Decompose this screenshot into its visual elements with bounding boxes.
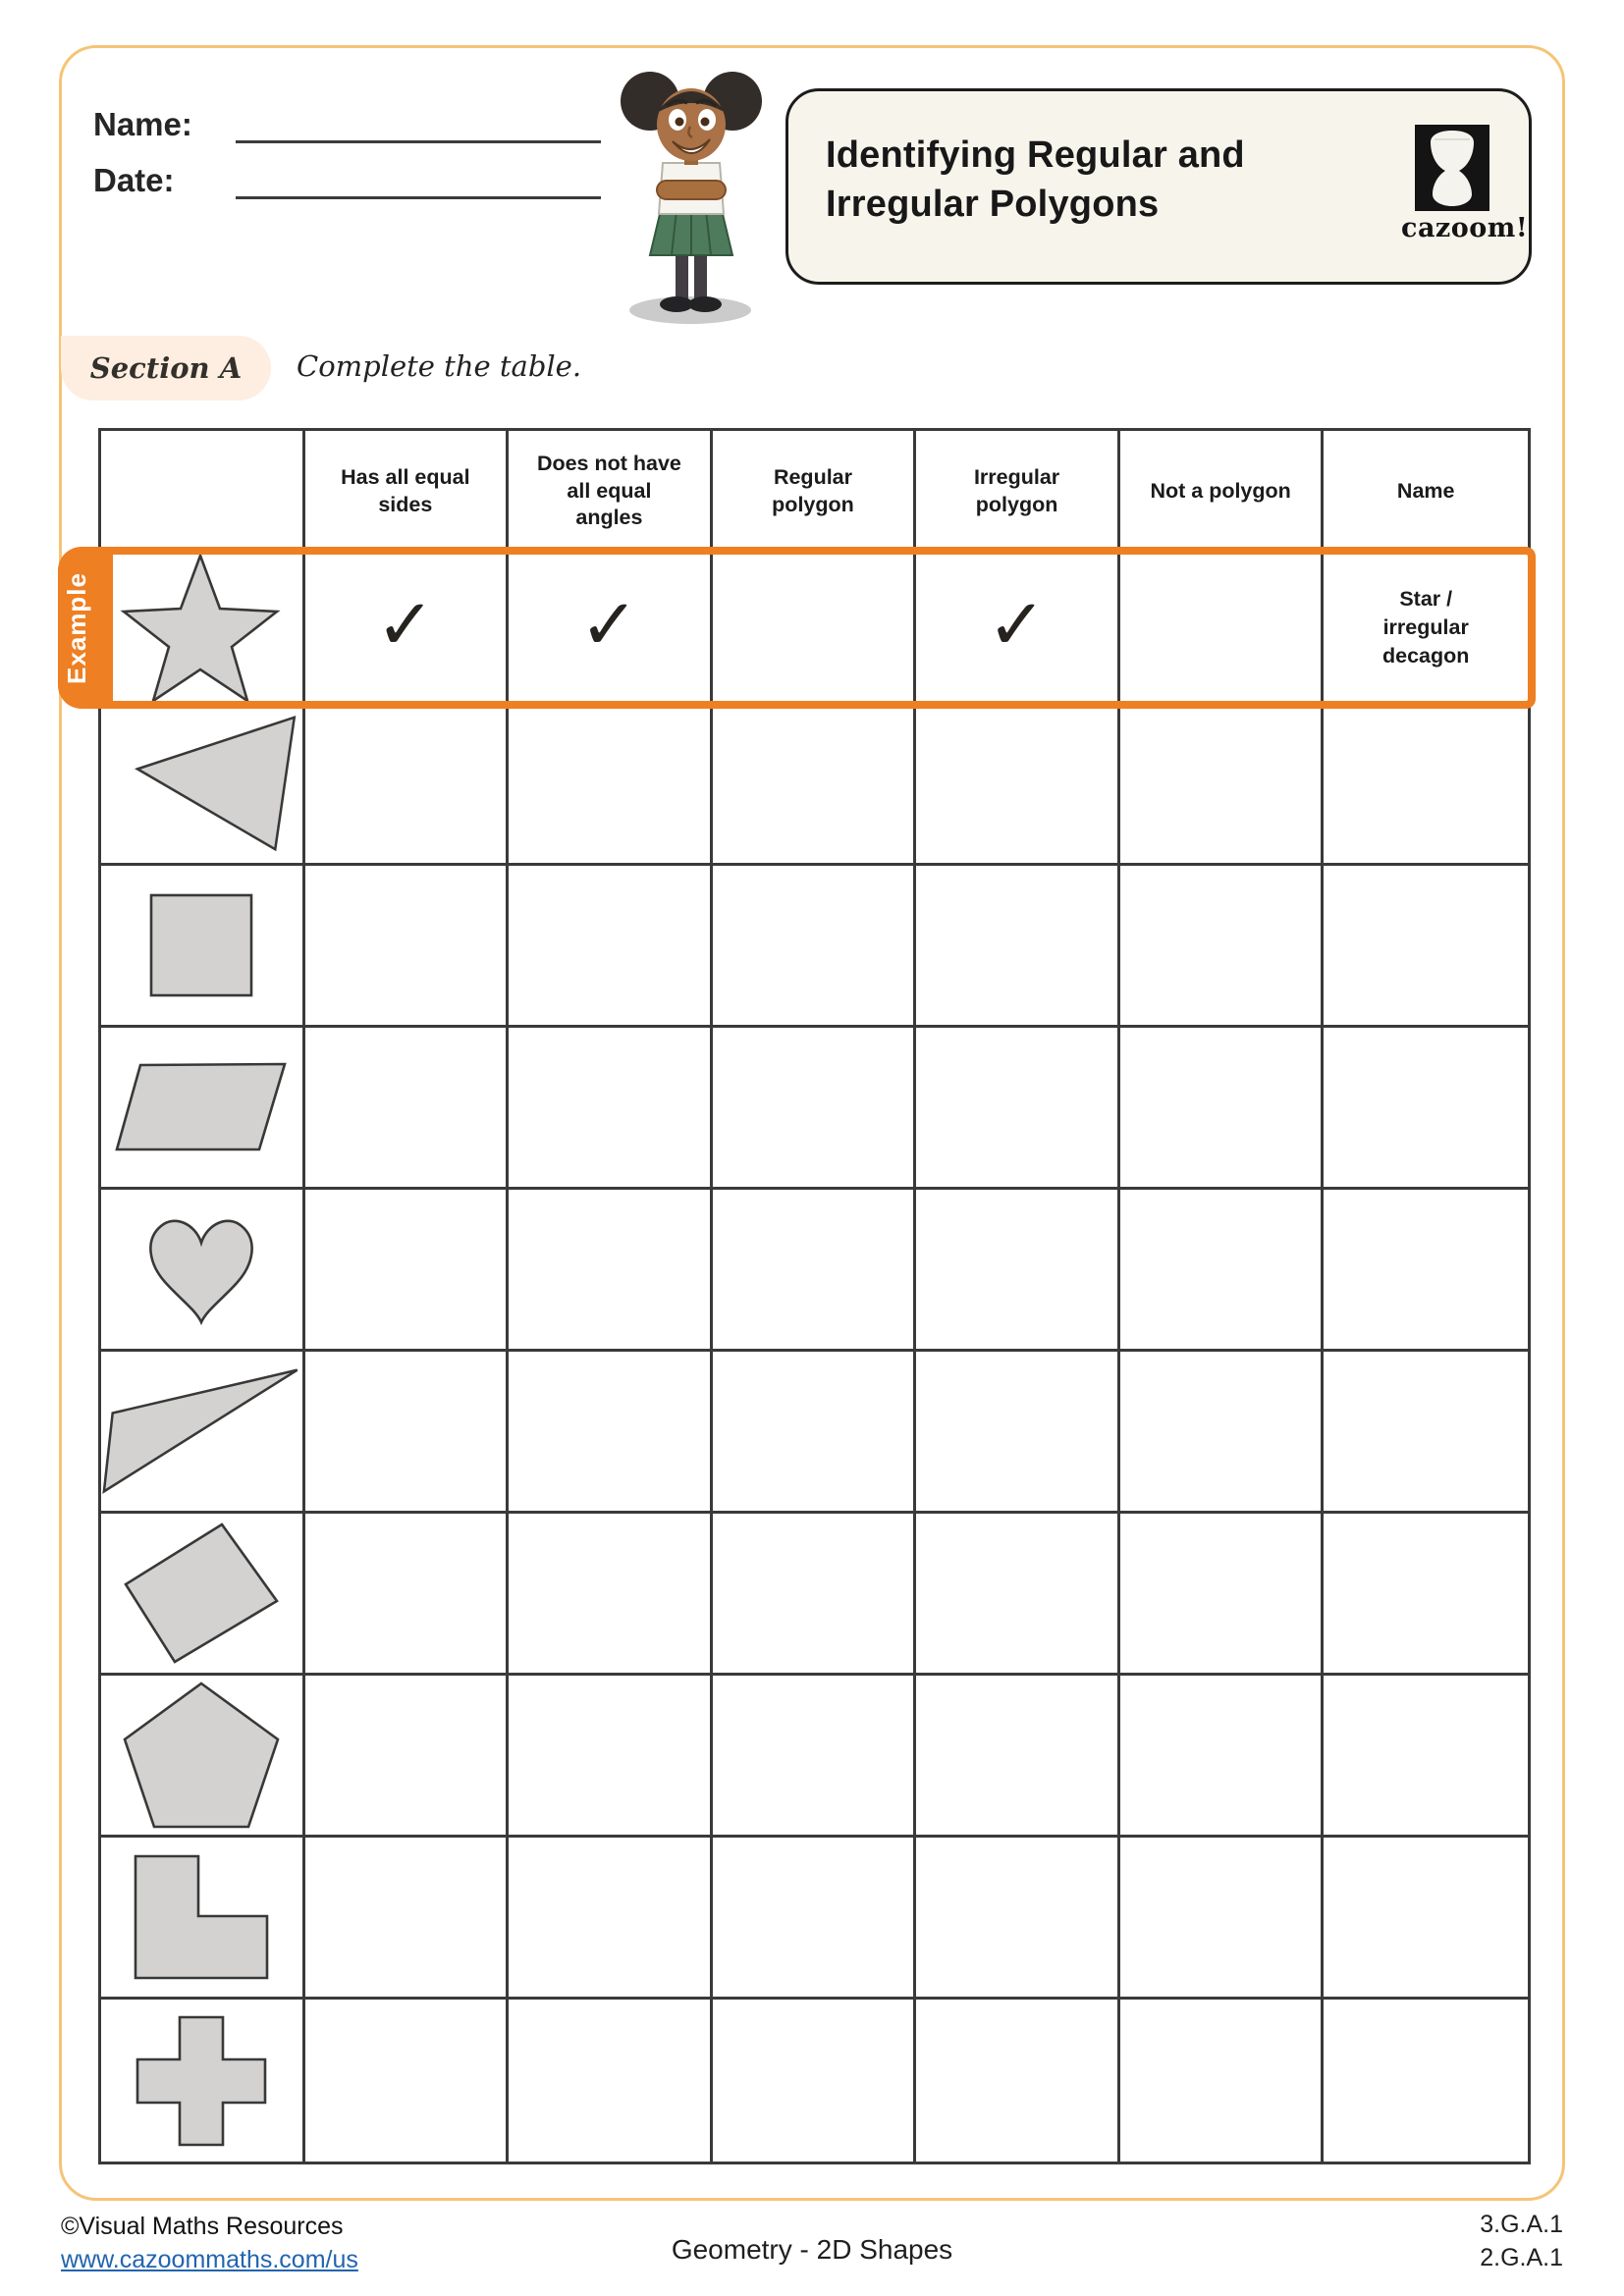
worksheet-title — [826, 131, 1245, 229]
answer-cell[interactable] — [509, 1676, 713, 1835]
cazoom-logo-text: cazoom! — [1401, 213, 1529, 243]
example-row — [62, 555, 1528, 704]
copyright-text: ©Visual Maths Resources — [61, 2213, 344, 2240]
answer-cell[interactable] — [305, 1514, 510, 1673]
shape-cell — [101, 704, 305, 863]
example-tab-label: Example — [62, 571, 91, 684]
date-input-line[interactable] — [236, 196, 601, 199]
shape-cell — [101, 2000, 305, 2162]
answer-cell[interactable] — [1120, 1028, 1325, 1187]
heart-shape — [141, 1211, 261, 1327]
example-name-text — [1382, 585, 1469, 670]
example-name-line2: irregular — [1382, 614, 1469, 639]
section-a-label: Section A — [89, 351, 243, 385]
answer-cell[interactable] — [1324, 1190, 1528, 1349]
answer-cell[interactable] — [713, 704, 917, 863]
answer-cell[interactable] — [305, 1838, 510, 1997]
triangle-shape — [101, 710, 302, 857]
answer-cell[interactable] — [713, 1676, 917, 1835]
l-shape — [133, 1853, 270, 1981]
name-input-line[interactable] — [236, 140, 601, 143]
answer-cell[interactable] — [1324, 1352, 1528, 1511]
rotated-quadrilateral-shape — [123, 1522, 280, 1665]
topic-text: Geometry - 2D Shapes — [671, 2234, 953, 2265]
header-cell-not-polygon — [1120, 431, 1325, 552]
answer-cell[interactable] — [1324, 704, 1528, 863]
example-not-polygon-cell — [1120, 555, 1325, 701]
header-cell-shape — [101, 431, 305, 552]
shape-cell — [101, 1028, 305, 1187]
table-row — [101, 1514, 1528, 1676]
answer-cell[interactable] — [1120, 1514, 1325, 1673]
header-name-label: Name — [1396, 478, 1455, 503]
polygon-table — [62, 428, 1531, 2164]
answer-cell[interactable] — [1120, 704, 1325, 863]
header-irregular-label: Irregular polygon — [973, 464, 1060, 516]
example-name-line3: decagon — [1382, 644, 1470, 667]
answer-cell[interactable] — [1324, 1514, 1528, 1673]
answer-cell[interactable] — [916, 866, 1120, 1025]
worksheet-title-box — [785, 88, 1532, 285]
title-line-2: Irregular Polygons — [826, 184, 1160, 226]
answer-cell[interactable] — [916, 1676, 1120, 1835]
thin-triangle-shape — [101, 1365, 302, 1498]
checkmark: ✓ — [579, 582, 639, 666]
section-a-pill — [61, 336, 271, 400]
shape-cell — [101, 1838, 305, 1997]
example-name-cell — [1324, 555, 1528, 701]
table-row — [101, 704, 1528, 866]
table-row — [101, 866, 1528, 1028]
standard-codes — [1480, 2209, 1563, 2275]
answer-cell[interactable] — [305, 1676, 510, 1835]
answer-cell[interactable] — [713, 866, 917, 1025]
answer-cell[interactable] — [305, 1190, 510, 1349]
date-label: Date: — [93, 162, 175, 198]
table-row — [101, 2000, 1528, 2162]
cazoom-logo — [1401, 125, 1529, 243]
standard-code-2: 2.G.A.1 — [1480, 2243, 1563, 2271]
parallelogram-shape — [114, 1062, 289, 1152]
example-irregular-cell — [916, 555, 1120, 701]
header-not-polygon-label: Not a polygon — [1150, 478, 1291, 503]
table-row — [101, 1028, 1528, 1190]
example-not-equal-angles-cell — [509, 555, 713, 701]
table-header-row — [101, 431, 1528, 555]
section-a-instruction: Complete the table. — [297, 349, 582, 383]
answer-cell[interactable] — [509, 704, 713, 863]
answer-cell[interactable] — [713, 1838, 917, 1997]
shape-cell — [101, 1190, 305, 1349]
header-cell-irregular — [916, 431, 1120, 552]
answer-cell[interactable] — [1324, 1028, 1528, 1187]
answer-cell[interactable] — [1120, 1352, 1325, 1511]
table-row — [101, 1838, 1528, 2000]
table-row — [101, 1676, 1528, 1838]
answer-cell[interactable] — [916, 1352, 1120, 1511]
header-not-equal-angles-label: Does not have all equal angles — [536, 451, 681, 530]
header-cell-regular — [713, 431, 917, 552]
answer-cell[interactable] — [305, 1352, 510, 1511]
example-shape-cell — [101, 555, 305, 701]
answer-cell[interactable] — [1324, 2000, 1528, 2162]
answer-cell[interactable] — [305, 704, 510, 863]
shape-cell — [101, 866, 305, 1025]
star-shape — [118, 555, 285, 701]
standard-code-1: 3.G.A.1 — [1480, 2211, 1563, 2238]
cazoom-drum-icon — [1415, 125, 1489, 211]
answer-cell[interactable] — [509, 1190, 713, 1349]
answer-cell[interactable] — [1120, 2000, 1325, 2162]
example-name-line1: Star / — [1399, 586, 1453, 611]
answer-cell[interactable] — [1120, 1838, 1325, 1997]
answer-cell[interactable] — [1324, 866, 1528, 1025]
answer-cell[interactable] — [1120, 1676, 1325, 1835]
answer-cell[interactable] — [713, 1514, 917, 1673]
header-cell-equal-sides — [305, 431, 510, 552]
cross-shape — [135, 2014, 268, 2148]
answer-cell[interactable] — [509, 1838, 713, 1997]
answer-cell[interactable] — [916, 1838, 1120, 1997]
header-cell-name — [1324, 431, 1528, 552]
answer-cell[interactable] — [916, 1190, 1120, 1349]
shape-cell — [101, 1514, 305, 1673]
answer-cell[interactable] — [1120, 1190, 1325, 1349]
table-row — [101, 1190, 1528, 1352]
title-line-1: Identifying Regular and — [826, 134, 1245, 176]
answer-cell[interactable] — [713, 1352, 917, 1511]
name-label: Name: — [93, 106, 192, 142]
answer-cell[interactable] — [305, 2000, 510, 2162]
answer-cell[interactable] — [916, 1514, 1120, 1673]
answer-cell[interactable] — [916, 2000, 1120, 2162]
checkmark: ✓ — [987, 582, 1047, 666]
shape-cell — [101, 1352, 305, 1511]
answer-cell[interactable] — [509, 1352, 713, 1511]
answer-cell[interactable] — [916, 1028, 1120, 1187]
answer-cell[interactable] — [1324, 1676, 1528, 1835]
shape-cell — [101, 1676, 305, 1835]
example-regular-cell — [713, 555, 917, 701]
checkmark: ✓ — [375, 582, 436, 666]
example-equal-sides-cell — [305, 555, 510, 701]
header-cell-not-equal-angles — [509, 431, 713, 552]
answer-cell[interactable] — [916, 704, 1120, 863]
answer-cell[interactable] — [305, 866, 510, 1025]
pentagon-shape — [121, 1680, 282, 1831]
answer-cell[interactable] — [713, 1190, 917, 1349]
answer-cell[interactable] — [1324, 1838, 1528, 1997]
example-tab — [58, 547, 113, 709]
answer-cell[interactable] — [1120, 866, 1325, 1025]
answer-cell[interactable] — [713, 1028, 917, 1187]
answer-cell[interactable] — [713, 2000, 917, 2162]
header-regular-label: Regular polygon — [772, 464, 854, 516]
website-link[interactable]: www.cazoommaths.com/us — [61, 2246, 358, 2273]
answer-cell[interactable] — [509, 1514, 713, 1673]
answer-cell[interactable] — [509, 1028, 713, 1187]
header-equal-sides-label: Has all equal sides — [341, 464, 470, 516]
student-character-illustration — [597, 55, 784, 328]
square-shape — [148, 892, 254, 998]
answer-cell[interactable] — [509, 866, 713, 1025]
answer-cell[interactable] — [509, 2000, 713, 2162]
answer-cell[interactable] — [305, 1028, 510, 1187]
table-row — [101, 1352, 1528, 1514]
